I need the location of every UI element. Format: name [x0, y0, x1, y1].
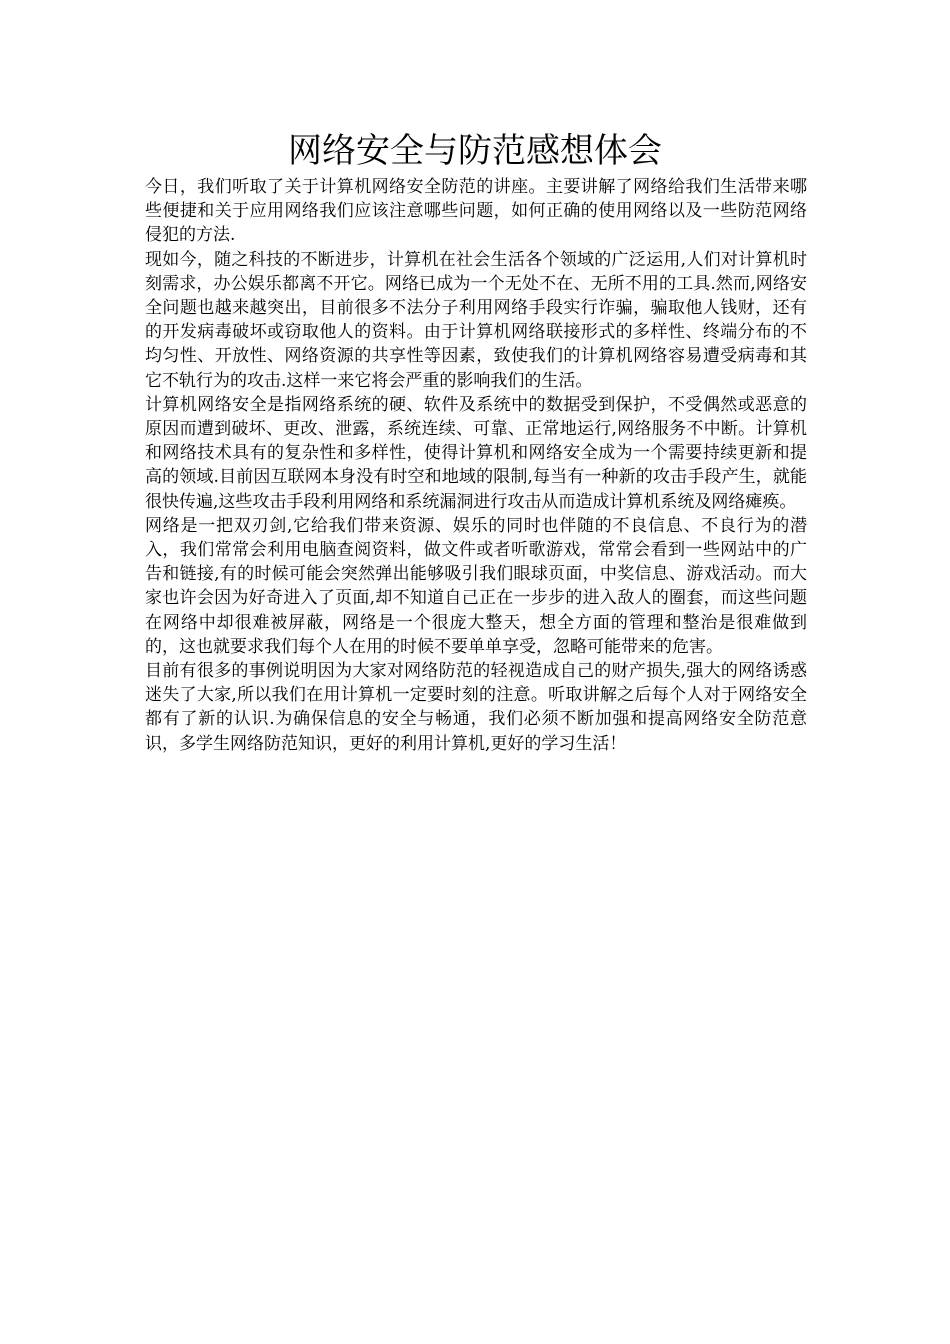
- paragraph-3: 计算机网络安全是指网络系统的硬、软件及系统中的数据受到保护，不受偶然或恶意的原因而遭到破坏、更改、泄露，系统连续、可靠、正常地运行,网络服务不中断。计算机和网络技术具有的复杂性和多样性，使得计算机和网络安全成为一个需要持续更新和提高的领域.目前因互联网本身没有时空和地域的限制,每当有一种新的攻击手段产生，就能很快传遍,这些攻击手段利用网络和系统漏洞进行攻击从而造成计算机系统及网络瘫痪。: [145, 394, 807, 512]
- paragraph-1: 今日，我们听取了关于计算机网络安全防范的讲座。主要讲解了网络给我们生活带来哪些便捷和关于应用网络我们应该注意哪些问题，如何正确的使用网络以及一些防范网络侵犯的方法.: [145, 177, 807, 246]
- paragraph-5: 目前有很多的事例说明因为大家对网络防范的轻视造成自己的财产损失,强大的网络诱惑迷失了大家,所以我们在用计算机一定要时刻的注意。听取讲解之后每个人对于网络安全都有了新的认识.为确保信息的安全与畅通，我们必须不断加强和提高网络安全防范意识，多学生网络防范知识，更好的利用计算机,更好的学习生活！: [145, 661, 807, 754]
- document-body: [145, 175, 807, 756]
- document-title: 网络安全与防范感想体会: [288, 131, 662, 171]
- paragraph-4: 网络是一把双刃剑,它给我们带来资源、娱乐的同时也伴随的不良信息、不良行为的潜入，我们常常会利用电脑查阅资料，做文件或者听歌游戏，常常会看到一些网站中的广告和链接,有的时候可能会突然弹出能够吸引我们眼球页面，中奖信息、游戏活动。而大家也许会因为好奇进入了页面,却不知道自己正在一步步的进入敌人的圈套，而这些问题在网络中却很难被屏蔽，网络是一个很庞大整天，想全方面的管理和整治是很难做到的，这也就要求我们每个人在用的时候不要单单享受，忽略可能带来的危害。: [145, 515, 807, 657]
- paragraph-2: 现如今，随之科技的不断进步，计算机在社会生活各个领域的广泛运用,人们对计算机时刻需求，办公娱乐都离不开它。网络已成为一个无处不在、无所不用的工具.然而,网络安全问题也越来越突出，目前很多不法分子利用网络手段实行诈骗，骗取他人钱财，还有的开发病毒破坏或窃取他人的资料。由于计算机网络联接形式的多样性、终端分布的不均匀性、开放性、网络资源的共享性等因素，致使我们的计算机网络容易遭受病毒和其它不轨行为的攻击.这样一来它将会严重的影响我们的生活。: [145, 249, 807, 391]
